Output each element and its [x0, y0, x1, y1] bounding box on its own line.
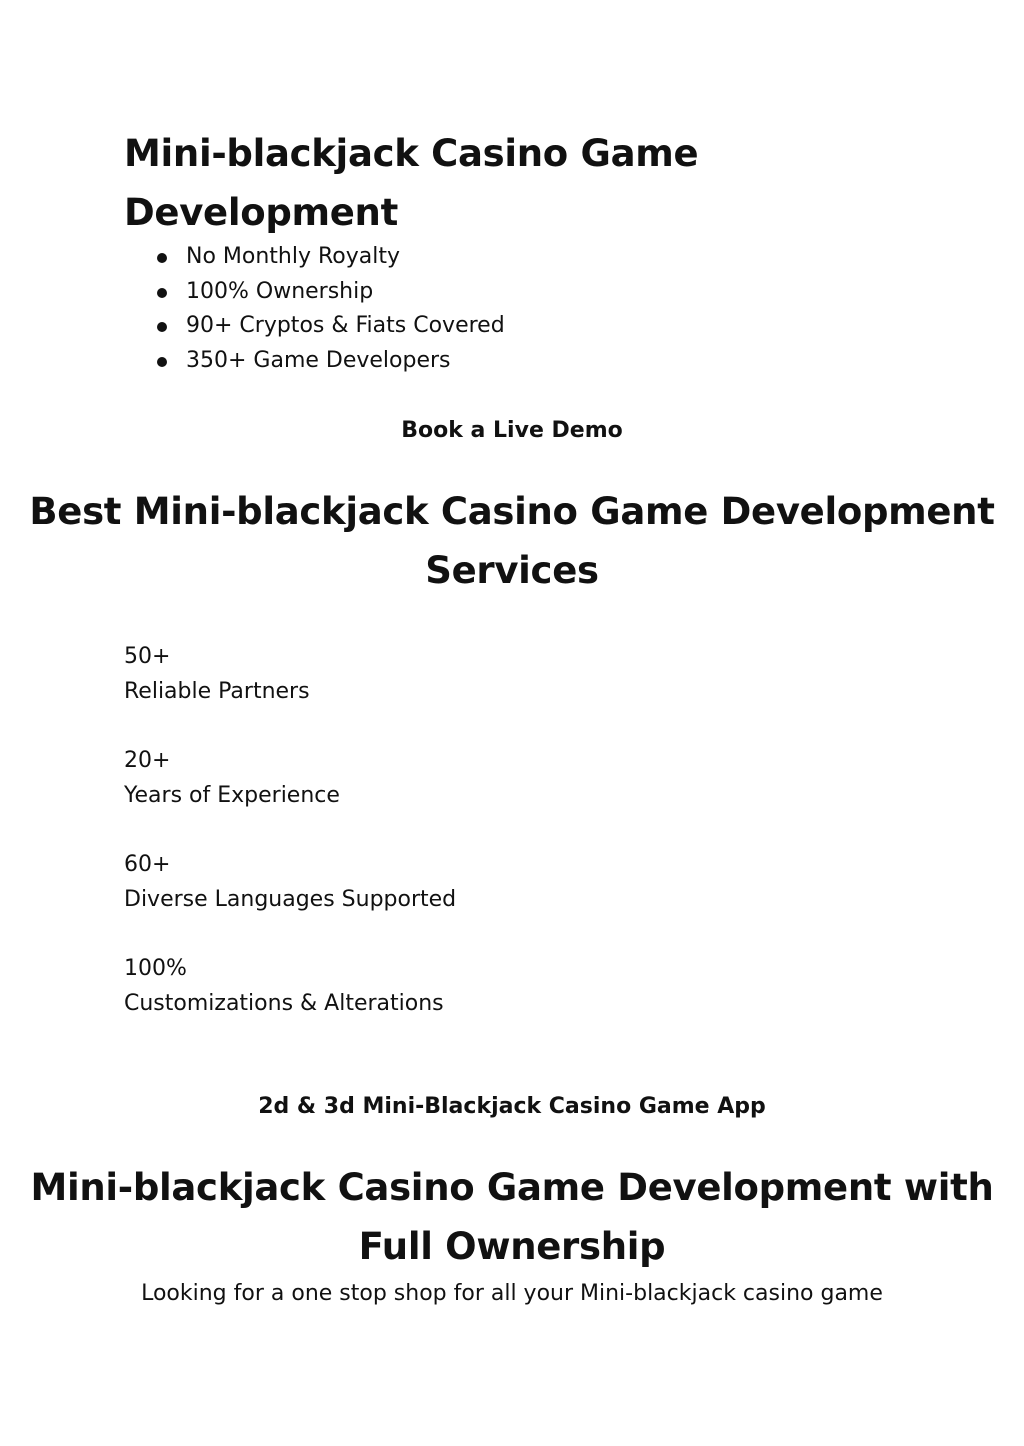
stat-label: Reliable Partners: [124, 678, 310, 704]
list-item: [124, 240, 505, 275]
stat-item: [124, 952, 824, 1056]
feature-label: 90+ Cryptos & Fiats Covered: [186, 313, 505, 339]
book-demo-link[interactable]: Book a Live Demo: [401, 418, 623, 443]
app-subheading: 2d & 3d Mini-Blackjack Casino Game App: [258, 1094, 766, 1119]
list-item: [124, 344, 505, 379]
stat-label: Years of Experience: [124, 782, 340, 808]
bullet-icon: [157, 253, 167, 263]
stat-value: 50+: [124, 644, 171, 669]
stat-item: [124, 640, 824, 744]
feature-list: [124, 240, 505, 379]
bullet-icon: [157, 288, 167, 298]
bullet-icon: [157, 357, 167, 367]
bullet-icon: [157, 322, 167, 332]
stats-list: [124, 640, 824, 1056]
list-item: [124, 275, 505, 310]
stat-item: [124, 744, 824, 848]
page-title: Mini-blackjack Casino Game Development: [124, 132, 699, 234]
stat-label: Diverse Languages Supported: [124, 886, 457, 912]
list-item: [124, 309, 505, 344]
ownership-heading: Mini-blackjack Casino Game Development with Full Ownership: [30, 1166, 994, 1268]
feature-label: No Monthly Royalty: [186, 244, 401, 269]
stat-value: 100%: [124, 956, 187, 981]
stat-value: 60+: [124, 852, 171, 877]
intro-paragraph: Looking for a one stop shop for all your Mini-blackjack casino game: [141, 1281, 883, 1306]
feature-label: 100% Ownership: [186, 278, 374, 304]
stat-item: [124, 848, 824, 952]
services-heading: Best Mini-blackjack Casino Game Development Services: [29, 490, 995, 592]
stat-label: Customizations & Alterations: [124, 990, 444, 1016]
stat-value: 20+: [124, 748, 171, 773]
feature-label: 350+ Game Developers: [186, 348, 451, 374]
